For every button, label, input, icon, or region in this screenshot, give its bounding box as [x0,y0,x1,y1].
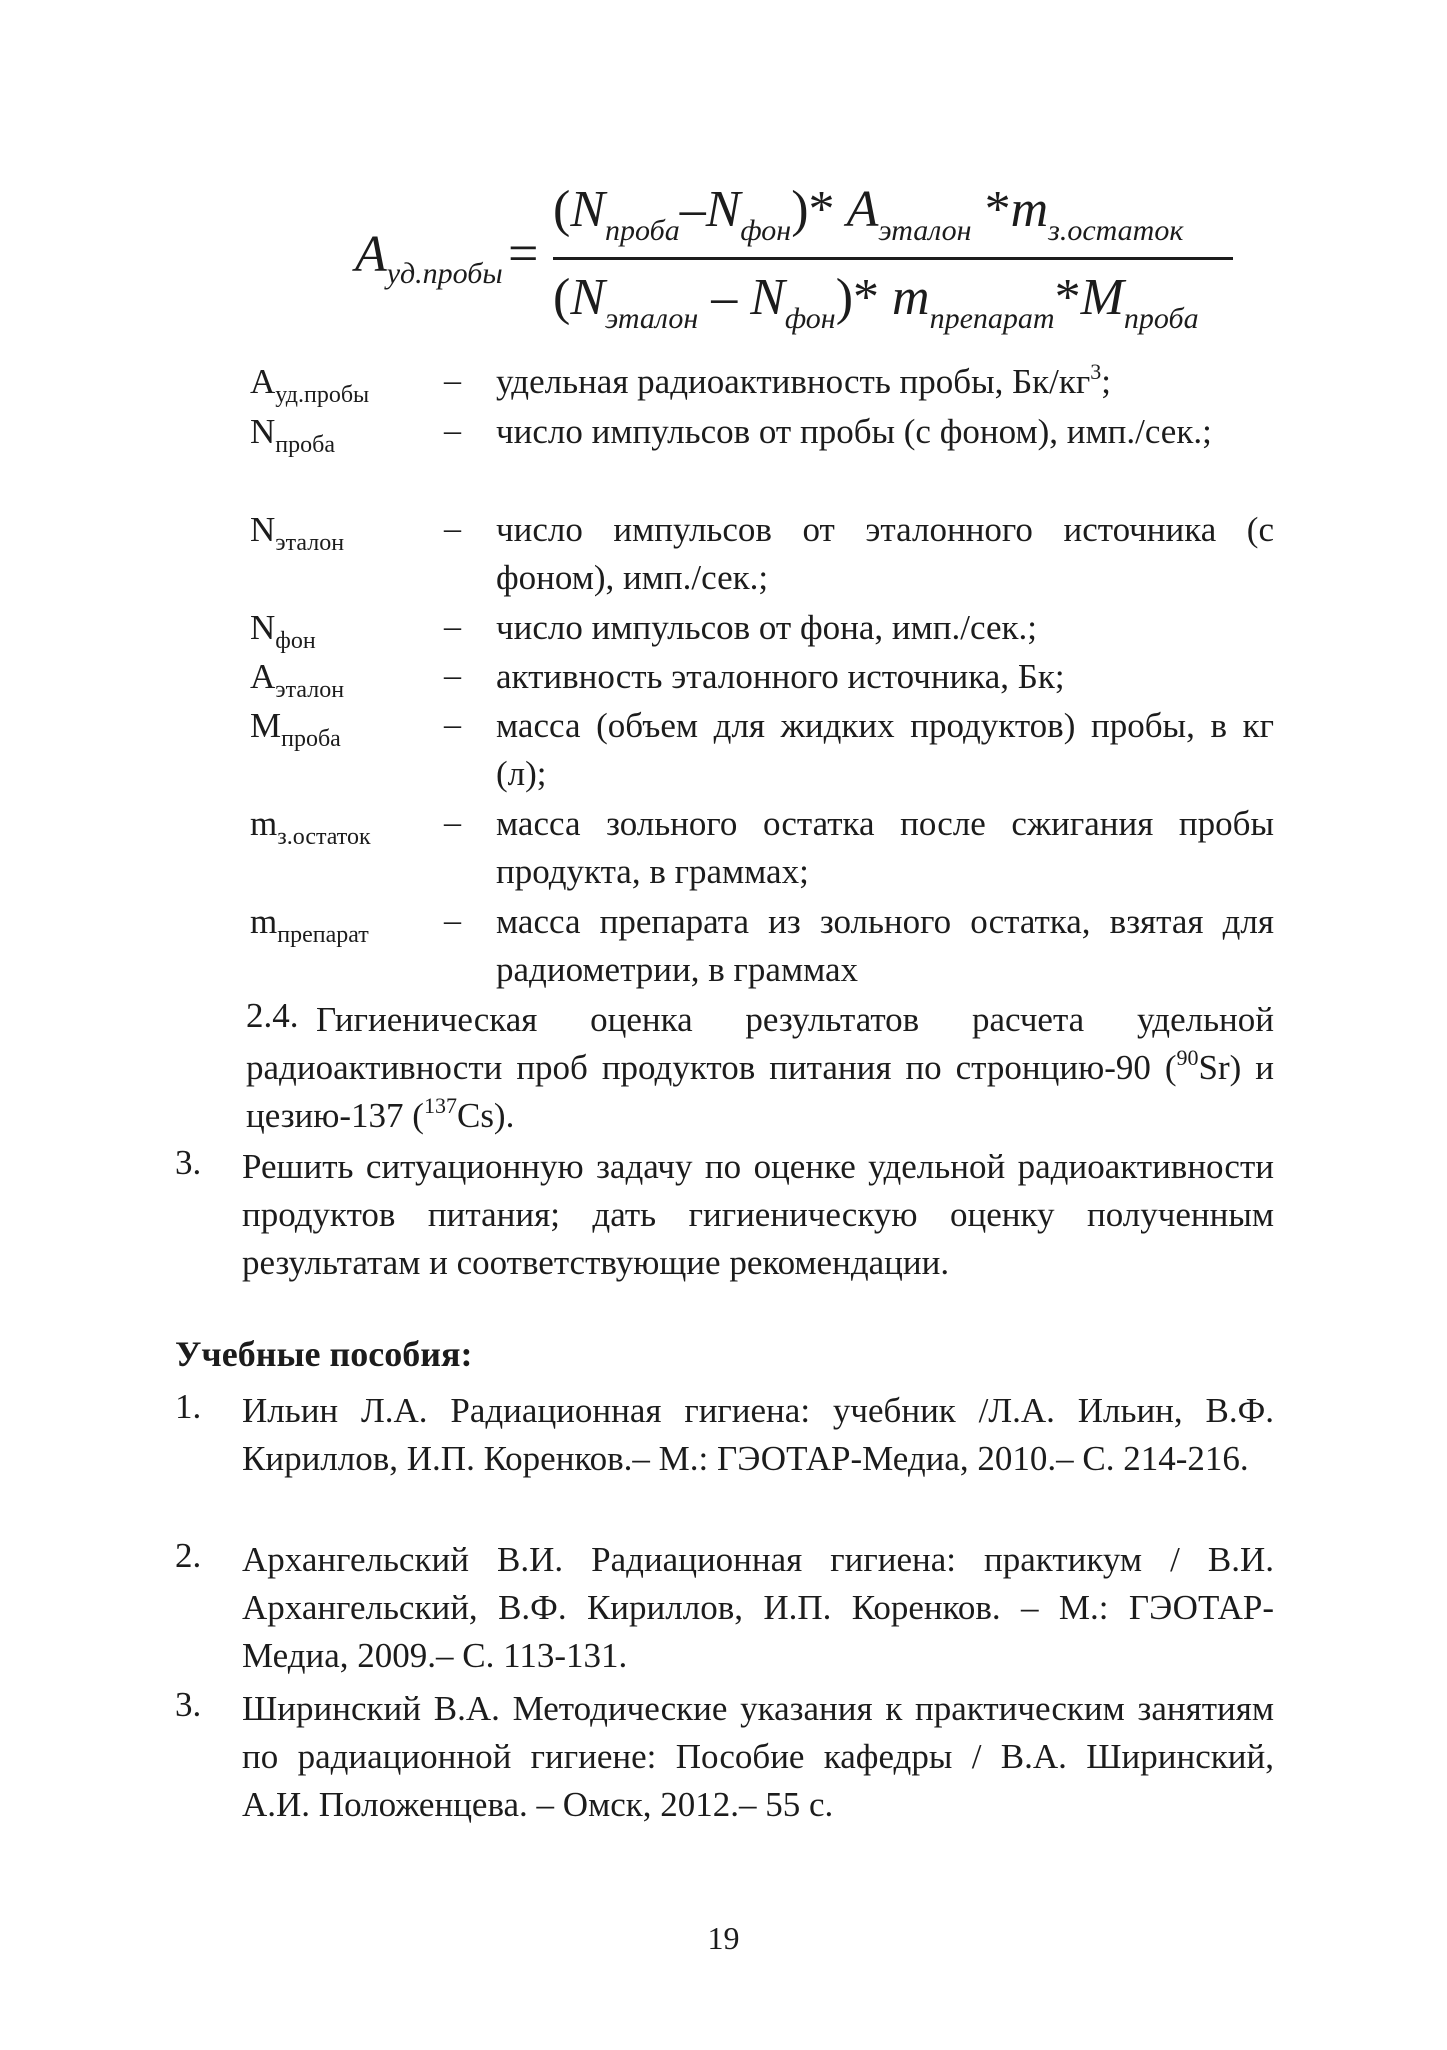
def-dash: – [444,362,461,399]
def-symbol [250,362,369,409]
def-symbol [250,510,344,557]
item-2-4-number: 2.4. [246,996,299,1035]
den-minus: – [711,269,738,326]
num-n-proba-sub: проба [605,214,680,247]
def-text: активность эталонного источника, Бк; [496,657,1065,696]
def-text: число импульсов от фона, имп./сек.; [496,608,1037,647]
num-minus: – [679,181,706,238]
formula-equals: = [508,223,539,283]
def-dash: – [444,510,461,547]
item-2-4-text-b: Sr) и цезию-137 ( [246,1048,1274,1135]
def-symbol-sub: эталон [275,530,345,556]
item-2-4-sup-cs: 137 [423,1093,457,1118]
fraction-bar [553,257,1233,260]
num-open-paren: ( [553,181,571,238]
def-text: масса препарата из зольного остатка, взятая для радиометрии, в граммах [496,902,1274,989]
den-star-2: * [1054,269,1081,326]
num-n-fon-var: N [705,181,741,238]
den-close-paren: ) [835,269,854,326]
def-symbol-letter: N [250,608,276,647]
reference-text: Архангельский В.И. Радиационная гигиена: практикум / В.И. Архангельский, В.Ф. Кириллов, И.П. Коренков. – М.: ГЭОТАР-Медиа, 2009.– С. 113-131. [242,1540,1274,1675]
def-text-sup: 3 [1090,359,1102,384]
def-text: число импульсов от пробы (с фоном), имп./сек.; [496,412,1212,451]
item-2-4-text-a: Гигиеническая оценка результатов расчета удельной радиоактивности проб продуктов питания по стронцию-90 ( [246,1000,1274,1087]
def-symbol-letter: m [250,902,278,941]
def-symbol-sub: уд.пробы [275,382,370,408]
den-n-fon-var: N [750,269,785,326]
def-symbol [250,412,335,459]
reference-number: 2. [175,1536,202,1575]
item-3-number: 3. [175,1143,202,1182]
reference-text: Ильин Л.А. Радиационная гигиена: учебник /Л.А. Ильин, В.Ф. Кириллов, И.П. Коренков.– М.: ГЭОТАР-Медиа, 2010.– С. 214-216. [242,1391,1274,1478]
def-symbol [250,902,369,949]
def-symbol-sub: фон [275,628,316,654]
den-open-paren: ( [553,269,571,326]
def-dash: – [444,902,461,939]
den-star-1: * [853,269,880,326]
references-heading: Учебные пособия: [175,1334,473,1374]
den-n-fon-sub: фон [784,302,836,335]
def-symbol-sub: препарат [277,922,369,948]
def-symbol [250,657,344,704]
num-m-ostatok-var: m [1010,181,1049,238]
formula-numerator [553,180,1233,248]
def-text: масса зольного остатка после сжигания пробы продукта, в граммах; [496,804,1274,891]
den-m-preparat-var: m [892,269,930,326]
formula-lhs [355,225,503,291]
num-star-2: * [984,181,1011,238]
def-symbol [250,608,316,655]
den-m-proba-sub: проба [1123,302,1199,335]
def-text: число импульсов от эталонного источника (с фоном), имп./сек.; [496,510,1274,597]
den-m-preparat-sub: препарат [929,302,1055,335]
def-text: масса (объем для жидких продуктов) пробы, в кг (л); [496,706,1274,793]
num-a-etalon-sub: эталон [878,214,972,247]
def-symbol-sub: эталон [275,677,345,703]
def-symbol-sub: проба [281,726,341,752]
def-symbol-letter: N [250,510,276,549]
den-n-etalon-var: N [570,269,606,326]
activity-formula [0,0,1447,350]
def-text-body: удельная радиоактивность пробы, Бк/кг [496,362,1091,401]
def-symbol-letter: A [250,657,276,696]
den-m-proba-var: M [1080,269,1124,326]
formula-lhs-sub: уд.пробы [386,257,503,290]
def-symbol-letter: m [250,804,278,843]
item-3-text: Решить ситуационную задачу по оценке удельной радиоактивности продуктов питания; дать гигиеническую оценку полученным результатам и соответствующие рекомендации. [242,1147,1274,1282]
def-symbol-sub: з.остаток [277,824,371,850]
def-text [496,358,1274,406]
num-close-paren: ) [791,181,809,238]
def-dash: – [444,657,461,694]
item-2-4-text-c: Cs). [456,1096,515,1135]
formula-denominator [553,268,1233,336]
def-symbol-sub: проба [275,432,335,458]
item-2-4-text [246,996,1274,1140]
def-symbol-letter: M [250,706,282,745]
def-symbol-letter: A [250,362,276,401]
def-text-tail: ; [1101,362,1111,401]
def-dash: – [444,706,461,743]
def-dash: – [444,412,461,449]
def-dash: – [444,804,461,841]
def-dash: – [444,608,461,645]
num-n-fon-sub: фон [740,214,792,247]
def-symbol [250,804,371,851]
den-n-etalon-sub: эталон [605,302,699,335]
reference-number: 1. [175,1387,202,1426]
item-2-4-sup-sr: 90 [1176,1045,1199,1070]
reference-text: Ширинский В.А. Методические указания к практическим занятиям по радиационной гигиене: Пособие кафедры / В.А. Ширинский, А.И. Положенцева. – Омск, 2012.– 55 с. [242,1689,1274,1824]
num-m-ostatok-sub: з.остаток [1048,214,1184,247]
reference-number: 3. [175,1685,202,1724]
num-n-proba-var: N [570,181,606,238]
num-star-1: * [808,181,835,238]
def-symbol [250,706,341,753]
def-symbol-letter: N [250,412,276,451]
formula-lhs-var: A [355,226,387,283]
page-number: 19 [707,1920,740,1956]
num-a-etalon-var: A [846,181,879,238]
